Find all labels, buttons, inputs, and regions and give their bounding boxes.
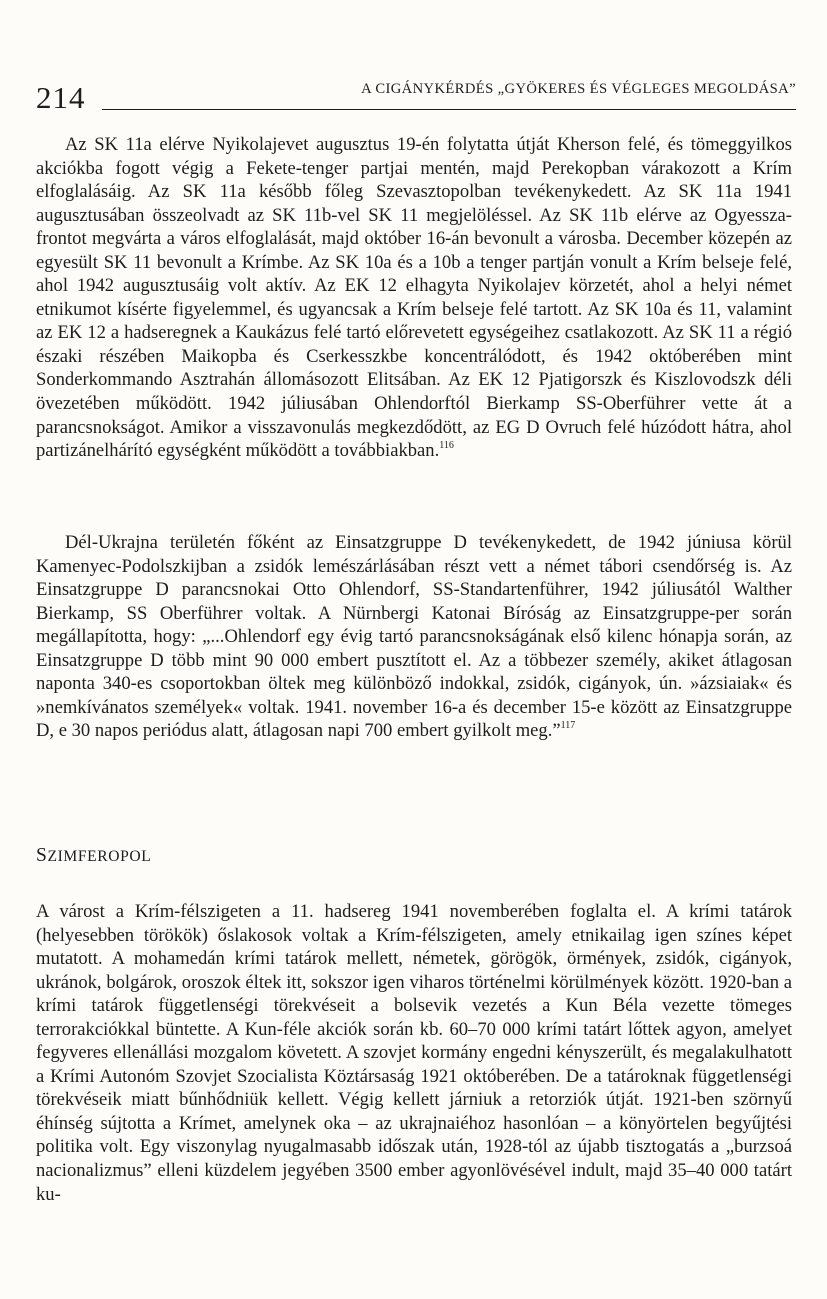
paragraph-3-text: A várost a Krím-félszigeten a 11. hadsereg 1941 novemberében foglalta el. A krími tatárok (helyesebben törökök) őslakosok voltak a Krím-félszigeten, amely etnikailag igen színes képet mutatott. A mohamedán krími tatárok mellett, németek, görögök, örmények, zsidók, cigányok, ukránok, bolgárok, oroszok éltek itt, sokszor igen viharos történelmi körülmények között. 1920-ban a krími tatárok függetlenségi törekvéseit a bolsevik vezetés a Kun Béla vezette tömeges terrorakciókkal büntette. A Kun-féle akciók során kb. 60–70 000 krími tatárt lőttek agyon, amelyet fegyveres ellenállási mozgalom követett. A szovjet kormány engedni kényszerült, és megalakulhatott a Krími Autonóm Szovjet Szocialista Köztársaság 1921 októberében. De a tatároknak függetlenségi törekvéseik miatt bűnhődniük kellett. Végig kellett járniuk a retorziók útját. 1921-ben szörnyű éhínség sújtotta a Krímet, amelynek oka – az ukrajnaiéhoz hasonlóan – a könyörtelen begyűjtési politika volt. Egy viszonylag nyugalmasabb időszak után, 1928-tól az újabb tisztogatás a „burzsoá nacionalizmus” elleni küzdelem jegyében 3500 ember agyonlövésével indult, majd 35–40 000 tatárt ku- <box>36 901 792 1205</box>
section-heading <box>36 845 151 867</box>
page-number: 214 <box>36 80 86 115</box>
header-rule <box>102 109 796 110</box>
footnote-ref-117: 117 <box>560 720 576 732</box>
paragraph-2-text: Dél-Ukrajna területén főként az Einsatzgruppe D tevékenykedett, de 1942 júniusa körül Kamenyec-Podolszkijban a zsidók lemészárlásában részt vett a német tábori csendőrség is. Az Einsatzgruppe D parancsnokai Otto Ohlendorf, SS-Standartenführer, 1942 júliusától Walther Bierkamp, SS Oberführer voltak. A Nürnbergi Katonai Bíróság az Einsatzgruppe-per során megállapította, hogy: „...Ohlendorf egy évig tartó parancsnokságának első kilenc hónapja során, az Einsatzgruppe D több mint 90 000 embert pusztított el. Az a többezer személy, akiket átlagosan naponta 340-es csoportokban öltek meg különböző indokkal, zsidók, cigányok, ún. »ázsiaiak« és »nemkívánatos személyek« voltak. 1941. november 16-a és december 15-e között az Einsatzgruppe D, e 30 napos periódus alatt, átlagosan napi 700 embert gyilkolt meg.” <box>36 532 792 742</box>
section-heading-rest: ZIMFEROPOL <box>47 848 152 865</box>
paragraph-1-text: Az SK 11a elérve Nyikolajevet augusztus 19-én folytatta útját Kherson felé, és tömeggyilkos akciókba fogott végig a Fekete-tenger partjai mentén, majd Perekopban várakozott a Krím elfoglalásáig. Az SK 11a később főleg Szevasztopolban tevékenykedett. Az SK 11a 1941 augusztusában összeolvadt az SK 11b-vel SK 11 megjelöléssel. Az SK 11b elérve az Ogyessza-frontot megvárta a város elfoglalását, majd október 16-án bevonult a városba. December közepén az egyesült SK 11 bevonult a Krímbe. Az SK 10a és a 10b a tenger partján vonult a Krím belseje felé, ahol 1942 augusztusáig volt aktív. Az EK 12 elhagyta Nyikolajev körzetét, ahol a helyi német etnikumot kísérte figyelemmel, és ugyancsak a Krím belseje felé tartott. Az SK 10a és 11, valamint az EK 12 a hadseregnek a Kaukázus felé tartó előrevetett egységeihez csatlakozott. Az SK 11 a régió északi részében Maikopba és Cserkesszkbe koncentrálódott, és 1942 októberében mint Sonderkommando Asztrahán állomásozott Elitsában. Az EK 12 Pjatigorszk és Kiszlovodszk déli övezetében működött. 1942 júliusában Ohlendorftól Bierkamp SS-Oberführer vette át a parancsnokságot. Amikor a visszavonulás megkezdődött, az EG D Ovruch felé húzódott hátra, ahol partizánelhárító egységként működött a továbbiakban. <box>36 134 792 462</box>
footnote-ref-116: 116 <box>439 440 454 452</box>
running-title: A CIGÁNYKÉRDÉS „GYÖKERES ÉS VÉGLEGES MEGOLDÁSA” <box>361 81 796 97</box>
paragraph-1 <box>36 133 792 463</box>
paragraph-2 <box>36 531 792 743</box>
section-heading-initial: S <box>36 845 48 866</box>
page-header <box>36 78 796 120</box>
paragraph-3 <box>36 900 792 1206</box>
